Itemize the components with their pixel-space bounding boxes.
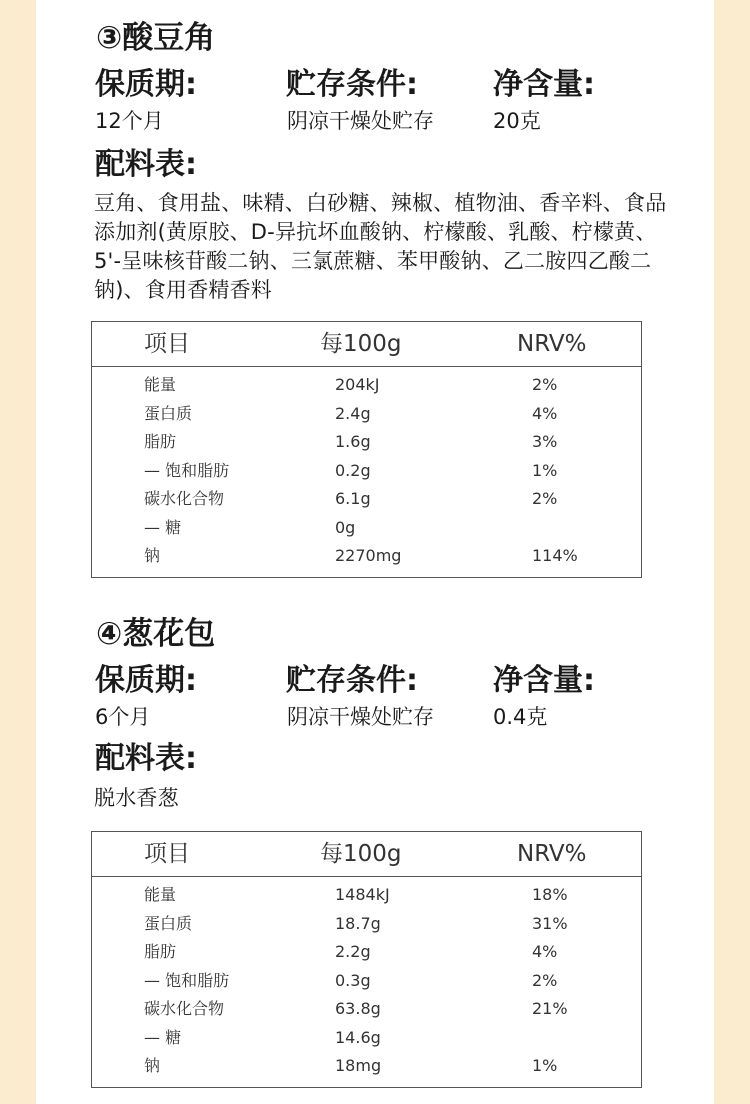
table-row <box>92 938 641 967</box>
table-row <box>92 967 641 996</box>
nutrition-table-header <box>92 322 641 367</box>
row-per-100g: 2.2g <box>335 942 371 961</box>
row-per-100g: 2270mg <box>335 546 402 565</box>
ingredients-text: 脱水香葱 <box>94 786 179 810</box>
storage-label: 贮存条件: <box>286 663 418 698</box>
row-per-100g: 18mg <box>335 1056 382 1075</box>
nutrition-table-header <box>92 832 641 877</box>
row-per-100g: 2.4g <box>335 403 371 423</box>
table-row <box>92 995 641 1024</box>
row-nrv: 2% <box>532 489 558 508</box>
ingredients-label: 配料表: <box>95 741 197 776</box>
row-per-100g: 0.3g <box>335 970 371 990</box>
ingredients-label: 配料表: <box>95 147 197 182</box>
row-item: 能量 <box>144 375 177 394</box>
row-nrv: 21% <box>532 999 568 1018</box>
row-nrv: 1% <box>532 1056 558 1075</box>
header-per-100g: 每100g <box>320 841 402 867</box>
row-item: — 糖 <box>144 517 182 537</box>
table-row <box>92 457 641 486</box>
header-per-100g: 每100g <box>320 331 402 357</box>
net-content-label: 净含量: <box>493 663 595 698</box>
header-nrv: NRV% <box>517 841 587 867</box>
row-item: 蛋白质 <box>144 403 193 423</box>
storage-label: 贮存条件: <box>286 67 418 102</box>
row-nrv: 1% <box>532 460 558 480</box>
row-nrv: 31% <box>532 913 568 933</box>
row-item: 蛋白质 <box>144 913 193 933</box>
table-row <box>92 428 641 457</box>
net-content-label: 净含量: <box>493 67 595 102</box>
table-row <box>92 400 641 429</box>
table-row <box>92 881 641 910</box>
row-item: — 饱和脂肪 <box>144 970 230 990</box>
row-item: — 饱和脂肪 <box>144 460 230 480</box>
row-per-100g: 1484kJ <box>335 885 390 904</box>
shelf-life-value: 12个月 <box>95 109 164 133</box>
shelf-life-label: 保质期: <box>95 663 197 698</box>
storage-value: 阴凉干燥处贮存 <box>287 705 434 729</box>
row-per-100g: 63.8g <box>335 999 381 1018</box>
row-nrv: 114% <box>532 546 578 565</box>
net-content-value: 0.4克 <box>493 705 548 729</box>
ingredients-text: 豆角、食用盐、味精、白砂糖、辣椒、植物油、香辛料、食品添加剂(黄原胶、D-异抗坏血酸钠、柠檬酸、乳酸、柠檬黄、5'-呈味核苷酸二钠、三氯蔗糖、苯甲酸钠、乙二胺四乙酸二钠)、食用香精香料 <box>94 191 667 302</box>
header-nrv: NRV% <box>517 331 587 357</box>
row-nrv: 2% <box>532 970 558 990</box>
header-item: 项目 <box>144 841 190 867</box>
row-nrv: 18% <box>532 885 568 904</box>
row-item: 脂肪 <box>144 942 177 961</box>
shelf-life-label: 保质期: <box>95 67 197 102</box>
header-item: 项目 <box>144 331 190 357</box>
storage-value: 阴凉干燥处贮存 <box>287 109 434 133</box>
table-row <box>92 910 641 939</box>
row-item: 能量 <box>144 885 177 904</box>
row-nrv: 4% <box>532 942 558 961</box>
row-item: 碳水化合物 <box>144 489 225 508</box>
table-row <box>92 1052 641 1081</box>
label-page <box>36 0 714 1104</box>
product-title: ④葱花包 <box>96 616 216 652</box>
row-item: — 糖 <box>144 1027 182 1047</box>
row-per-100g: 6.1g <box>335 489 371 508</box>
row-item: 碳水化合物 <box>144 999 225 1018</box>
shelf-life-value: 6个月 <box>95 705 151 729</box>
nutrition-table <box>91 321 642 578</box>
table-row <box>92 514 641 543</box>
table-row <box>92 542 641 571</box>
row-nrv: 2% <box>532 375 558 394</box>
row-nrv: 3% <box>532 432 558 451</box>
row-per-100g: 0g <box>335 517 356 537</box>
row-nrv: 4% <box>532 403 558 423</box>
row-per-100g: 204kJ <box>335 375 380 394</box>
table-row <box>92 1024 641 1053</box>
row-per-100g: 1.6g <box>335 432 371 451</box>
row-per-100g: 18.7g <box>335 913 381 933</box>
table-row <box>92 371 641 400</box>
row-per-100g: 14.6g <box>335 1027 381 1047</box>
row-item: 脂肪 <box>144 432 177 451</box>
row-per-100g: 0.2g <box>335 460 371 480</box>
row-item: 钠 <box>144 1056 161 1075</box>
net-content-value: 20克 <box>493 109 541 133</box>
product-title: ③酸豆角 <box>96 20 216 56</box>
nutrition-table <box>91 831 642 1088</box>
table-row <box>92 485 641 514</box>
row-item: 钠 <box>144 546 161 565</box>
